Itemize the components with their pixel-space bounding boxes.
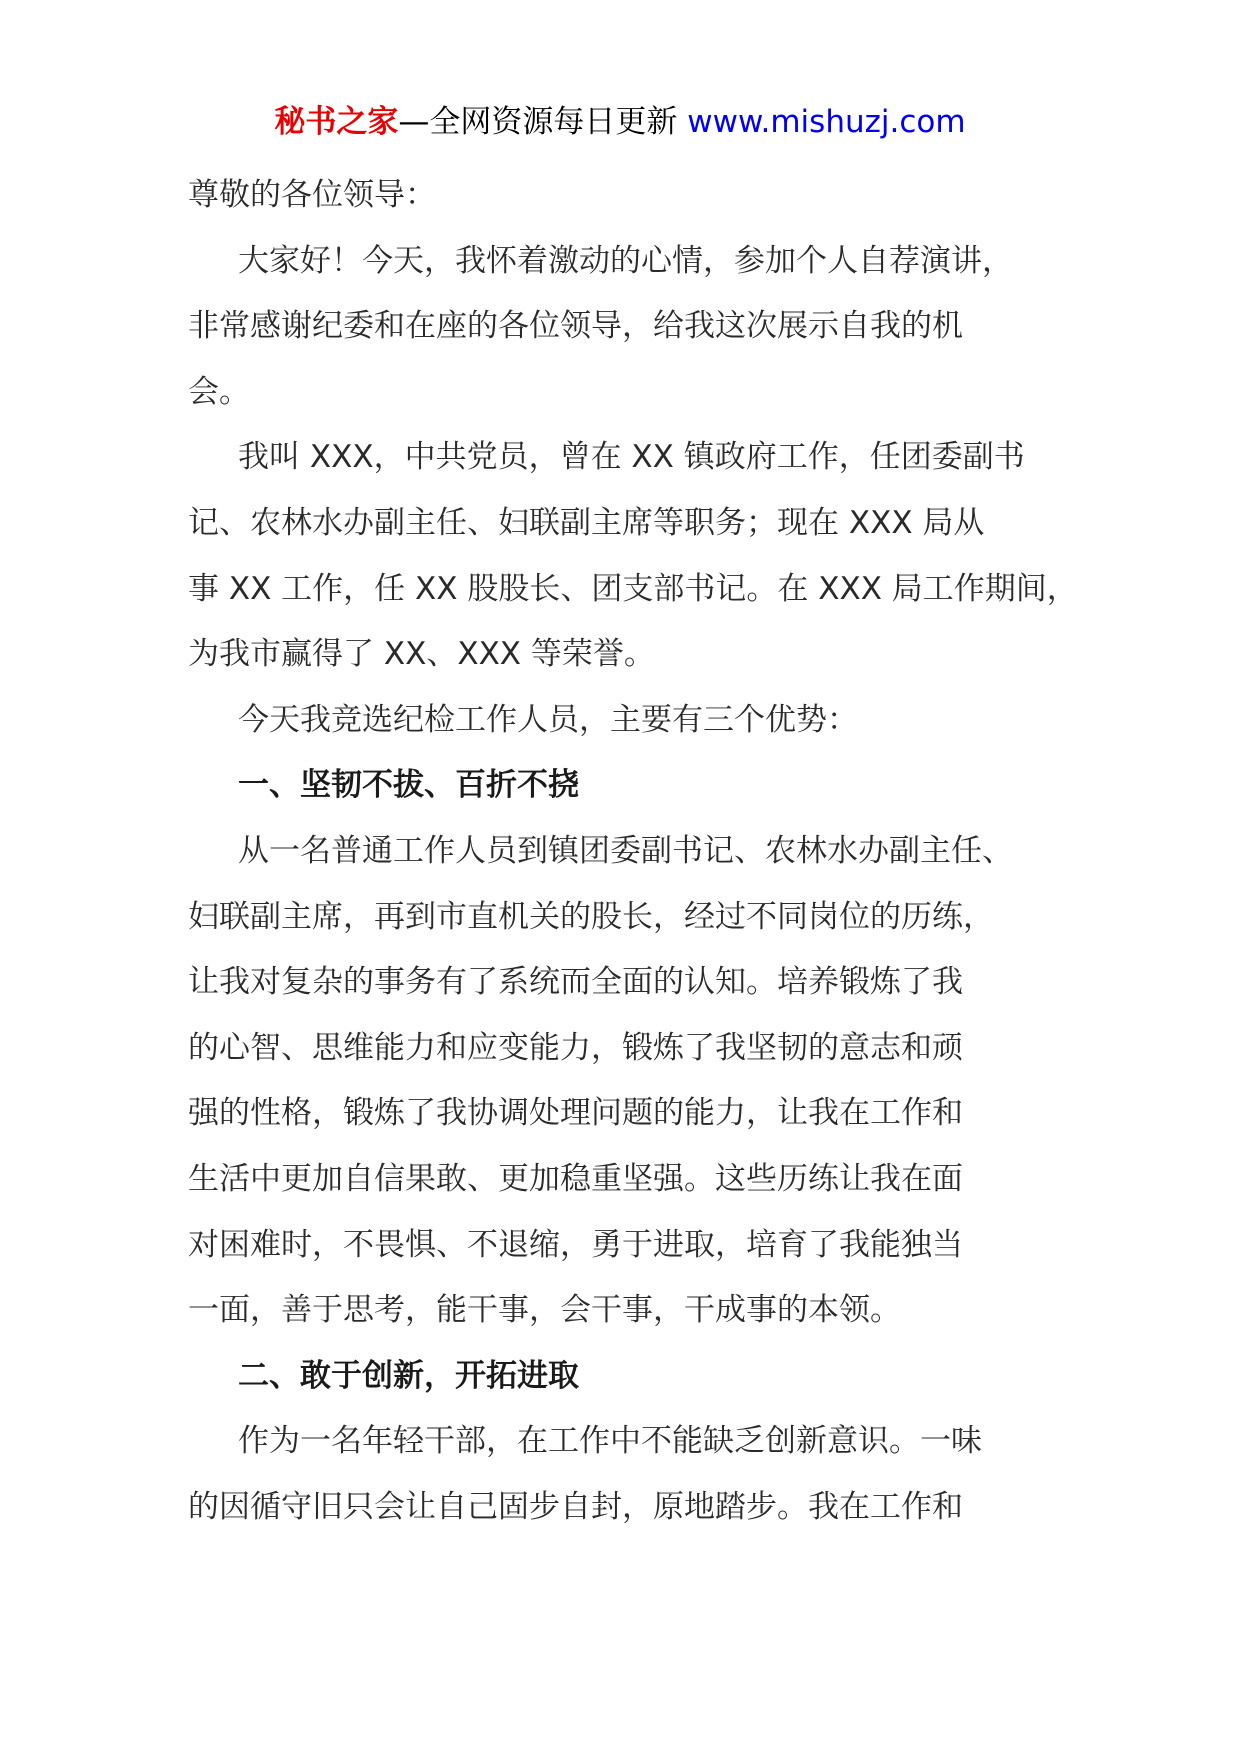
section-heading: 一、坚韧不拔、百折不挠	[238, 767, 579, 804]
header-tagline: —全网资源每日更新	[398, 104, 688, 140]
site-url-link[interactable]: www.mishuzj.com	[687, 104, 966, 140]
paragraph-line: 一面，善于思考，能干事，会干事，干成事的本领。	[188, 1292, 901, 1329]
paragraph-line: 今天我竞选纪检工作人员，主要有三个优势：	[238, 701, 858, 738]
paragraph-line: 作为一名年轻干部，在工作中不能缺乏创新意识。一味	[238, 1423, 982, 1460]
paragraph-line: 强的性格，锻炼了我协调处理问题的能力，让我在工作和	[188, 1095, 963, 1132]
paragraph-line: 的因循守旧只会让自己固步自封，原地踏步。我在工作和	[188, 1488, 963, 1525]
paragraph-line: 对困难时，不畏惧、不退缩，勇于进取，培育了我能独当	[188, 1226, 963, 1263]
brand-name: 秘书之家	[274, 104, 399, 140]
paragraph-line: 为我市赢得了 XX、XXX 等荣誉。	[188, 636, 655, 673]
paragraph-line: 妇联副主席，再到市直机关的股长，经过不同岗位的历练，	[188, 898, 994, 935]
paragraph-line: 的心智、思维能力和应变能力，锻炼了我坚韧的意志和顽	[188, 1029, 963, 1066]
paragraph-line: 生活中更加自信果敢、更加稳重坚强。这些历练让我在面	[188, 1160, 963, 1197]
document-body	[188, 163, 1088, 1540]
section-heading: 二、敢于创新，开拓进取	[238, 1357, 579, 1394]
paragraph-line: 尊敬的各位领导：	[188, 177, 436, 213]
site-header	[0, 100, 1240, 144]
paragraph-line: 记、农林水办副主任、妇联副主席等职务；现在 XXX 局从	[188, 504, 985, 541]
paragraph-line: 从一名普通工作人员到镇团委副书记、农林水办副主任、	[238, 832, 1013, 869]
paragraph-line: 我叫 XXX，中共党员，曾在 XX 镇政府工作，任团委副书	[238, 439, 1025, 476]
paragraph-line: 事 XX 工作，任 XX 股股长、团支部书记。在 XXX 局工作期间，	[188, 570, 1078, 607]
paragraph-line: 让我对复杂的事务有了系统而全面的认知。培养锻炼了我	[188, 964, 963, 1001]
paragraph-line: 会。	[188, 373, 250, 410]
paragraph-line: 大家好！今天，我怀着激动的心情，参加个人自荐演讲，	[238, 242, 1013, 279]
paragraph-line: 非常感谢纪委和在座的各位领导，给我这次展示自我的机	[188, 308, 963, 345]
